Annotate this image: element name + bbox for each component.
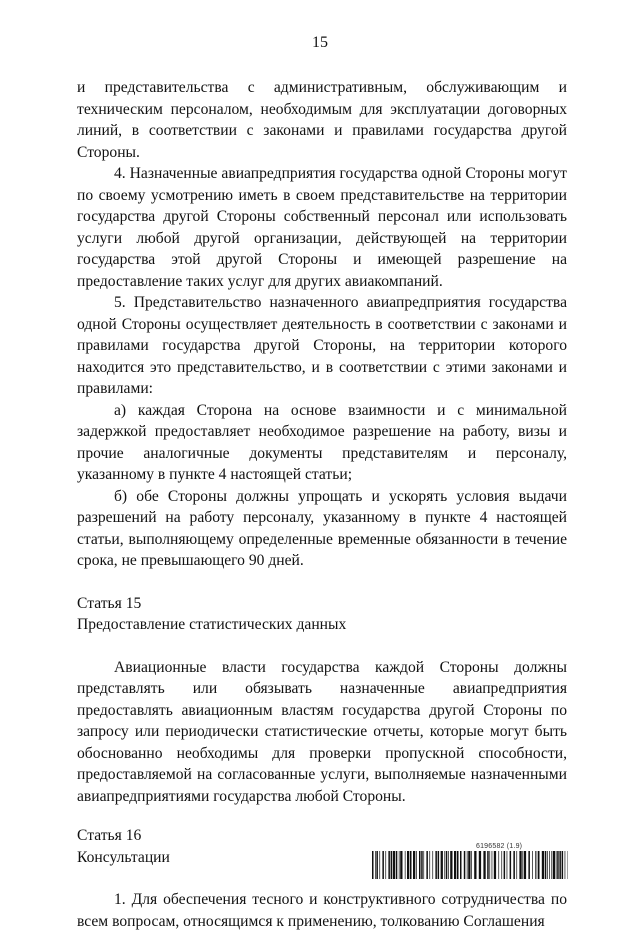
barcode-bar — [471, 851, 472, 879]
barcode-bar — [385, 851, 386, 879]
barcode-bar — [498, 851, 499, 879]
barcode-bar — [464, 851, 466, 879]
barcode-bar — [410, 851, 412, 879]
document-code: 6196582 (1.9) — [476, 843, 522, 850]
paragraph-continuation: и представительства с административным, обслуживающим и техническим персоналом, необходимым для эксплуатации договорных линий, в соответствии с законами и правилами государства другой Стороны. — [77, 77, 567, 163]
barcode-bar — [446, 851, 448, 879]
barcode-bar — [426, 851, 428, 879]
document-body — [77, 77, 567, 932]
barcode-bar — [532, 851, 533, 879]
barcode-bar — [519, 851, 521, 879]
barcode-bar — [479, 851, 481, 879]
barcode-bar — [507, 851, 508, 879]
barcode-bar — [379, 851, 380, 879]
barcode-bar — [524, 851, 526, 879]
barcode-bar — [483, 851, 485, 879]
barcode-bar — [556, 851, 557, 879]
paragraph-item-4: 4. Назначенные авиапредприятия государства одной Стороны могут по своему усмотрению иметь в своем представительстве на территории государства другой Стороны собственный персонал или использовать услуги любой другой организации, действующей на территории государства этой другой Стороны и имеющей разрешение на предоставление таких услуг для других авиакомпаний. — [77, 163, 567, 292]
barcode-bar — [494, 851, 496, 879]
barcode-bar — [551, 851, 552, 879]
paragraph-item-5: 5. Представительство назначенного авиапредприятия государства одной Стороны осуществляет деятельность в соответствии с законами и правилами государства другой Стороны, на территории которого находится это представительство, и в соответствии с этими законами и правилами: — [77, 292, 567, 400]
barcode-bar — [504, 851, 506, 879]
barcode-bar — [450, 851, 452, 879]
barcode-bar — [474, 851, 476, 879]
barcode-bar — [538, 851, 540, 879]
barcode-bar — [545, 851, 547, 879]
page-number: 15 — [0, 34, 640, 52]
barcode-bar — [557, 851, 559, 879]
barcode-bar — [441, 851, 443, 879]
barcode-bar — [542, 851, 544, 879]
barcode-bar — [391, 851, 393, 879]
article-16-paragraph: 1. Для обеспечения тесного и конструктивного сотрудничества по всем вопросам, относящимся к применению, толкованию Соглашения — [77, 889, 567, 932]
barcode-bar — [562, 851, 564, 879]
barcode-bar — [419, 851, 421, 879]
barcode-bar — [388, 851, 390, 879]
barcode-bar — [528, 851, 530, 879]
barcode-image — [372, 851, 568, 879]
barcode-bar — [407, 851, 409, 879]
barcode-bar — [423, 851, 424, 879]
barcode-bar — [421, 851, 423, 879]
barcode-bar — [444, 851, 445, 879]
barcode-bar — [549, 851, 550, 879]
barcode-bar — [553, 851, 555, 879]
barcode-bar — [559, 851, 561, 879]
article-16-title: Консультации — [77, 847, 567, 869]
barcode-bar — [376, 851, 378, 879]
barcode-bar — [535, 851, 536, 879]
barcode-bar — [537, 851, 538, 879]
barcode-bar — [405, 851, 406, 879]
article-15-title: Предоставление статистических данных — [77, 614, 567, 636]
barcode-bar — [516, 851, 517, 879]
barcode-bar — [372, 851, 374, 879]
barcode-bar — [375, 851, 376, 879]
barcode-bar — [489, 851, 490, 879]
barcode-bar — [467, 851, 468, 879]
barcode-bar — [487, 851, 489, 879]
barcode-bar — [382, 851, 384, 879]
barcode-bar — [454, 851, 456, 879]
barcode-bar — [457, 851, 459, 879]
article-15-paragraph: Авиационные власти государства каждой Стороны должны представлять или обязывать назначенные авиапредприятия предоставлять авиационным властям государства другой Стороны по запросу или периодически статистические отчеты, которые могут быть обоснованно необходимы для проверки пропускной способности, предоставляемой на согласованные услуги, выполняемые назначенными авиапредприятиями государства любой Стороны. — [77, 657, 567, 808]
barcode-bar — [565, 851, 566, 879]
barcode-bar — [413, 851, 415, 879]
article-15-number: Статья 15 — [77, 593, 567, 615]
barcode-bar — [460, 851, 462, 879]
barcode-bar — [429, 851, 430, 879]
barcode-bar — [448, 851, 449, 879]
barcode-bar — [400, 851, 402, 879]
barcode-bar — [435, 851, 437, 879]
barcode-bar — [438, 851, 440, 879]
barcode-bar — [522, 851, 523, 879]
barcode-bar — [510, 851, 512, 879]
barcode-bar — [492, 851, 493, 879]
barcode-bar — [416, 851, 417, 879]
barcode-bar — [547, 851, 548, 879]
subparagraph-a: а) каждая Сторона на основе взаимности и с минимальной задержкой предоставляет необходимое разрешение на работу, визы и прочие аналогичные документы представителям и персоналу, указанному в пункте 4 настоящей статьи; — [77, 400, 567, 486]
barcode-bar — [468, 851, 470, 879]
barcode-bar — [393, 851, 395, 879]
article-16-number: Статья 16 — [77, 825, 567, 847]
barcode-bar — [501, 851, 502, 879]
subparagraph-b: б) обе Стороны должны упрощать и ускорять условия выдачи разрешений на работу персоналу, указанному в пункте 4 настоящей статьи, выполняющему определенные временные обязанности в течение срока, не превышающего 90 дней. — [77, 486, 567, 572]
barcode-bar — [399, 851, 400, 879]
barcode-bar — [432, 851, 433, 879]
barcode-bar — [513, 851, 515, 879]
barcode-bar — [396, 851, 398, 879]
article-15-heading — [77, 593, 567, 636]
